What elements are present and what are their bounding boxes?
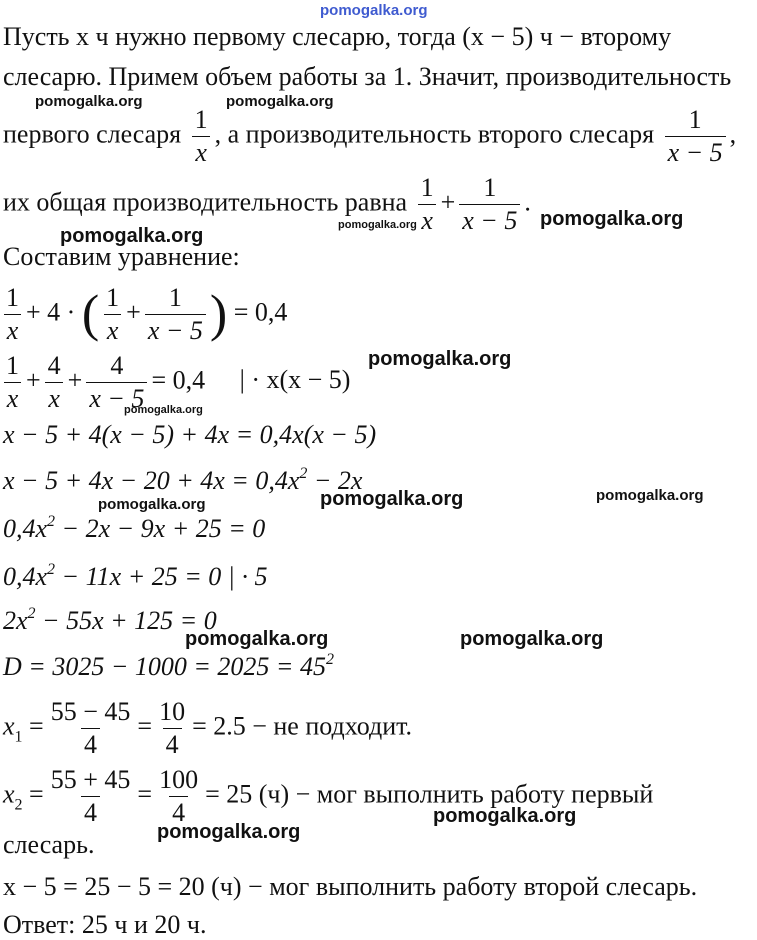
root-1: $x_1$ = $\frac{55 - 45}{4}$ = $\frac{10}{4}$ = 2.5 − не подходит. xyxy=(3,697,413,759)
watermark: pomogalka.org xyxy=(540,208,684,230)
discriminant: $D = 3025 - 1000 = 2025 = 45^2$ xyxy=(3,651,334,681)
intro-line-1: Пусть x ч нужно первому слесарю, тогда (x − 5) ч − второму xyxy=(3,22,672,51)
watermark: pomogalka.org xyxy=(460,628,604,650)
equation-4: $x - 5 + 4x - 20 + 4x = 0,4x^2 - 2x$ xyxy=(3,465,363,495)
root-2: $x_2$ = $\frac{55 + 45}{4}$ = $\frac{100}{4}$ = 25 (ч) − мог выполнить работу первый xyxy=(3,765,654,827)
root-2-continuation: слесарь. xyxy=(3,830,95,859)
equation-6: $0,4x^2 - 11x + 25 = 0$ | · 5 xyxy=(3,561,268,591)
watermark: pomogalka.org xyxy=(226,93,334,110)
watermark: pomogalka.org xyxy=(433,805,577,827)
watermark: pomogalka.org xyxy=(157,821,301,843)
watermark: pomogalka.org xyxy=(596,487,704,504)
intro-line-3: первого слесаря $\frac{1}{x}$ , а производительность второго слесаря $\frac{1}{x - 5}$ , xyxy=(3,105,737,167)
watermark: pomogalka.org xyxy=(60,225,204,247)
watermark: pomogalka.org xyxy=(338,219,417,231)
equation-5: $0,4x^2 - 2x - 9x + 25 = 0$ xyxy=(3,513,266,543)
heading: Составим уравнение: xyxy=(3,242,240,271)
fraction-1-over-x-minus-5: $\frac{1}{x - 5}$ xyxy=(665,106,726,167)
watermark: pomogalka.org xyxy=(320,488,464,510)
second-worker-time: x − 5 = 25 − 5 = 20 (ч) − мог выполнить работу второй слесарь. xyxy=(3,872,698,901)
intro-line-2: слесарю. Примем объем работы за 1. Значит, производительность xyxy=(3,62,732,91)
equation-1: $\frac{1}{x}$ + 4 · ( $\frac{1}{x}$ + $\frac{1}{x - 5}$ ) = 0,4 xyxy=(3,284,287,345)
intro-line-4: их общая производительность равна $\frac{1}{x}$ + $\frac{1}{x - 5}$ . xyxy=(3,173,531,235)
watermark: pomogalka.org xyxy=(368,348,512,370)
fraction-1-over-x: $\frac{1}{x}$ xyxy=(418,174,437,235)
watermark: pomogalka.org xyxy=(185,628,329,650)
fraction-1-over-x: $\frac{1}{x}$ xyxy=(192,106,211,167)
watermark: pomogalka.org xyxy=(124,404,203,416)
equation-3: x − 5 + 4(x − 5) + 4x = 0,4x(x − 5) xyxy=(3,420,377,449)
fraction-1-over-x-minus-5: $\frac{1}{x - 5}$ xyxy=(459,174,520,235)
watermark: pomogalka.org xyxy=(98,496,206,513)
watermark: pomogalka.org xyxy=(320,2,428,19)
equation-2: $\frac{1}{x}$ + $\frac{4}{x}$ + $\frac{4}{x - 5}$ = 0,4 | · x(x − 5) xyxy=(3,352,350,413)
watermark: pomogalka.org xyxy=(35,93,143,110)
answer: Ответ: 25 ч и 20 ч. xyxy=(3,910,207,939)
equation-7: $2x^2 - 55x + 125 = 0$ xyxy=(3,605,217,635)
